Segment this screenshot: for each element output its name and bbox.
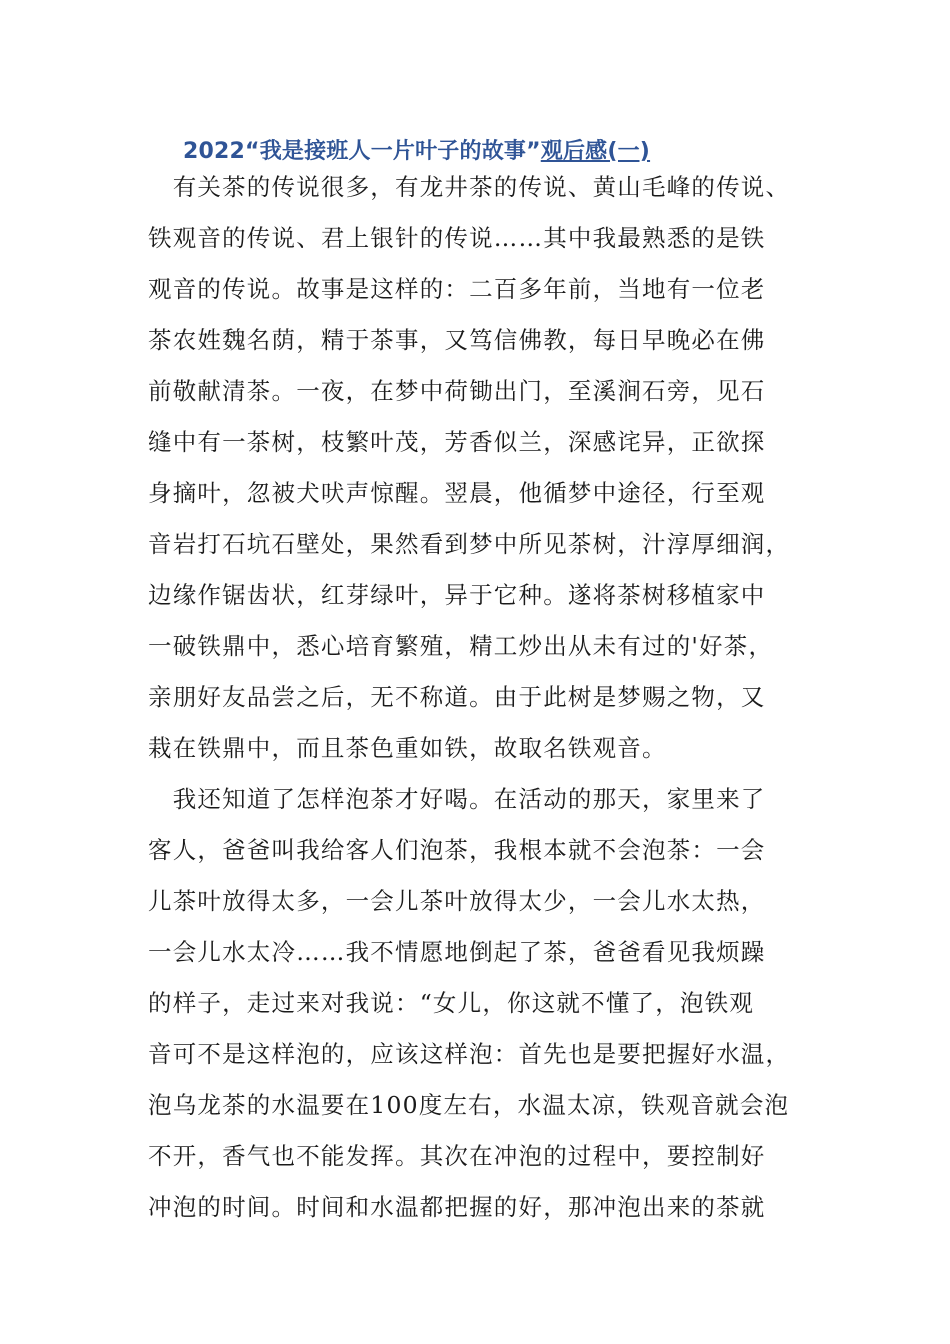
text-line: 栽在铁鼎中，而且茶色重如铁，故取名铁观音。 (148, 734, 667, 762)
title-link[interactable]: 观后感(一) (540, 139, 651, 164)
text-line: 不开，香气也不能发挥。其次在冲泡的过程中，要控制好 (148, 1142, 766, 1170)
text-line: 音可不是这样泡的，应该这样泡：首先也是要把握好水温， (148, 1040, 791, 1068)
text-line: 亲朋好友品尝之后，无不称道。由于此树是梦赐之物，又 (148, 683, 766, 711)
text-line: 缝中有一茶树，枝繁叶茂，芳香似兰，深感诧异，正欲探 (148, 428, 766, 456)
title-main: 2022“我是接班人一片叶子的故事” (183, 139, 541, 164)
text-line: 泡乌龙茶的水温要在100度左右，水温太凉，铁观音就会泡 (148, 1091, 790, 1119)
page-title (183, 134, 650, 165)
text-line: 我还知道了怎样泡茶才好喝。在活动的那天，家里来了 (148, 785, 766, 813)
text-line: 一破铁鼎中，悉心培育繁殖，精工炒出从未有过的'好茶， (148, 632, 774, 660)
text-line: 铁观音的传说、君上银针的传说……其中我最熟悉的是铁 (148, 224, 766, 252)
text-line: 的样子，走过来对我说：“女儿，你这就不懂了，泡铁观 (148, 989, 755, 1017)
text-line: 音岩打石坑石壁处，果然看到梦中所见茶树，汁淳厚细润， (148, 530, 791, 558)
text-line: 一会儿水太冷……我不情愿地倒起了茶，爸爸看见我烦躁 (148, 938, 766, 966)
text-line: 茶农姓魏名荫，精于茶事，又笃信佛教，每日早晚必在佛 (148, 326, 766, 354)
text-line: 身摘叶，忽被犬吠声惊醒。翌晨，他循梦中途径，行至观 (148, 479, 766, 507)
text-line: 客人，爸爸叫我给客人们泡茶，我根本就不会泡茶：一会 (148, 836, 766, 864)
text-line: 冲泡的时间。时间和水温都把握的好，那冲泡出来的茶就 (148, 1193, 766, 1221)
text-line: 儿茶叶放得太多，一会儿茶叶放得太少，一会儿水太热， (148, 887, 766, 915)
text-line: 前敬献清茶。一夜，在梦中荷锄出门，至溪涧石旁，见石 (148, 377, 766, 405)
text-line: 有关茶的传说很多，有龙井茶的传说、黄山毛峰的传说、 (148, 173, 791, 201)
text-line: 观音的传说。故事是这样的：二百多年前，当地有一位老 (148, 275, 766, 303)
text-line: 边缘作锯齿状，红芽绿叶，异于它种。遂将茶树移植家中 (148, 581, 766, 609)
